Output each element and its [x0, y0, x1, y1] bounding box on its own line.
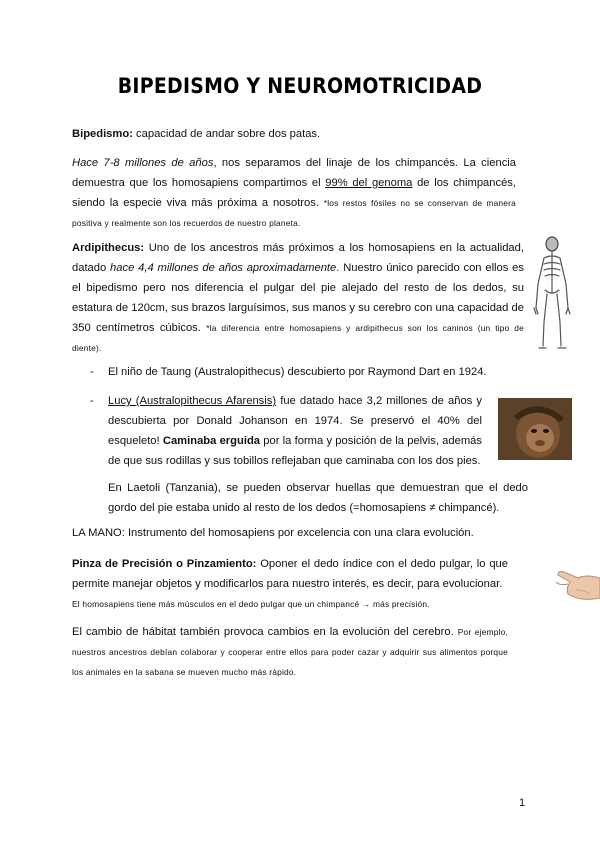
text-segment: Uno de los ancestros más próximos a los homosapiens en la actualidad, datado: [72, 242, 524, 274]
underlined-lucy: Lucy (Australopithecus Afarensis): [108, 395, 277, 407]
list-dash: -: [90, 395, 94, 407]
list-item-taung: El niño de Taung (Australopithecus) descubierto por Raymond Dart en 1924.: [108, 366, 487, 378]
term-pinza: Pinza de Precisión o Pinzamiento:: [72, 558, 257, 570]
paragraph-la-mano: LA MANO: Instrumento del homosapiens por excelencia con una clara evolución.: [72, 527, 474, 539]
italic-date: hace 4,4 millones de años aproximadamente: [110, 262, 337, 274]
text-segment: El cambio de hábitat también provoca cambios en la evolución del cerebro.: [72, 626, 458, 638]
ardipithecus-skeleton-image: [528, 234, 576, 354]
term-ardipithecus: Ardipithecus:: [72, 242, 145, 254]
text-segment: . Nuestro único parecido con ellos es el bipedismo pero nos diferencia el pulgar del pie alejado del resto de los dedos, su estatura de 120cm, sus brazos larguísimos, sus manos y su cerebro con una capacidad de 350 centímetros cúbicos.: [72, 262, 524, 334]
definition-text: capacidad de andar sobre dos patas.: [132, 128, 321, 140]
page-number: 1: [519, 797, 526, 809]
paragraph-ardipithecus: [72, 238, 524, 358]
paragraph-habitat: [72, 622, 508, 682]
footnote-fossils: *los restos fósiles no se conservan de manera positiva y realmente son los recuerdos de nuestro planeta.: [72, 198, 516, 228]
hand-pinch-image: [540, 560, 600, 604]
list-item-lucy: [108, 391, 482, 471]
text-segment: Oponer el dedo índice con el dedo pulgar, lo que permite manejar objetos y modificarlos para nuestro interés, es decir, para evolucionar.: [72, 558, 508, 590]
text-segment: fue datado hace 3,2 millones de años y descubierta por Donald Johanson en 1974. Se preservó el 40% del esqueleto!: [108, 395, 483, 447]
footnote-sabana: Por ejemplo, nuestros ancestros debían colaborar y cooperar entre ellos para poder cazar y adquirir sus alimentos porque los animales en la sabana se mueven mucho más rápido.: [72, 627, 508, 677]
footnote-pulgar: El homosapiens tiene más músculos en el dedo pulgar que un chimpancé → más precisión.: [72, 599, 430, 609]
term-bipedismo: Bipedismo:: [72, 128, 133, 140]
text-segment: de los chimpancés, siendo la especie viva más próxima a nosotros.: [72, 177, 517, 209]
italic-date: Hace 7-8 millones de años: [72, 157, 214, 169]
underlined-genome: 99% del genoma: [325, 177, 413, 189]
paragraph-laetoli: En Laetoli (Tanzania), se pueden observar huellas que demuestran que el dedo gordo del pie estaba unido al resto de los dedos (=homosapiens ≠ chimpancé).: [108, 482, 528, 514]
page-title: BIPEDISMO Y NEUROMOTRICIDAD: [117, 74, 483, 98]
footnote-caninos: *la diferencia entre homosapiens y ardipithecus son los caninos (un tipo de diente).: [72, 323, 524, 353]
paragraph-chimpances: [72, 153, 516, 233]
paragraph-pinza: [72, 554, 508, 614]
lucy-reconstruction-image: [498, 398, 572, 460]
list-dash: -: [90, 366, 94, 378]
paragraph-bipedismo: [72, 124, 516, 144]
bold-caminaba: Caminaba erguida: [162, 435, 260, 447]
text-segment: , nos separamos del linaje de los chimpancés. La ciencia demuestra que los homosapiens compartimos el: [72, 157, 516, 189]
text-segment: por la forma y posición de la pelvis, además de que sus rodillas y sus tobillos reflejaban que caminaba con los dos pies.: [108, 435, 482, 467]
